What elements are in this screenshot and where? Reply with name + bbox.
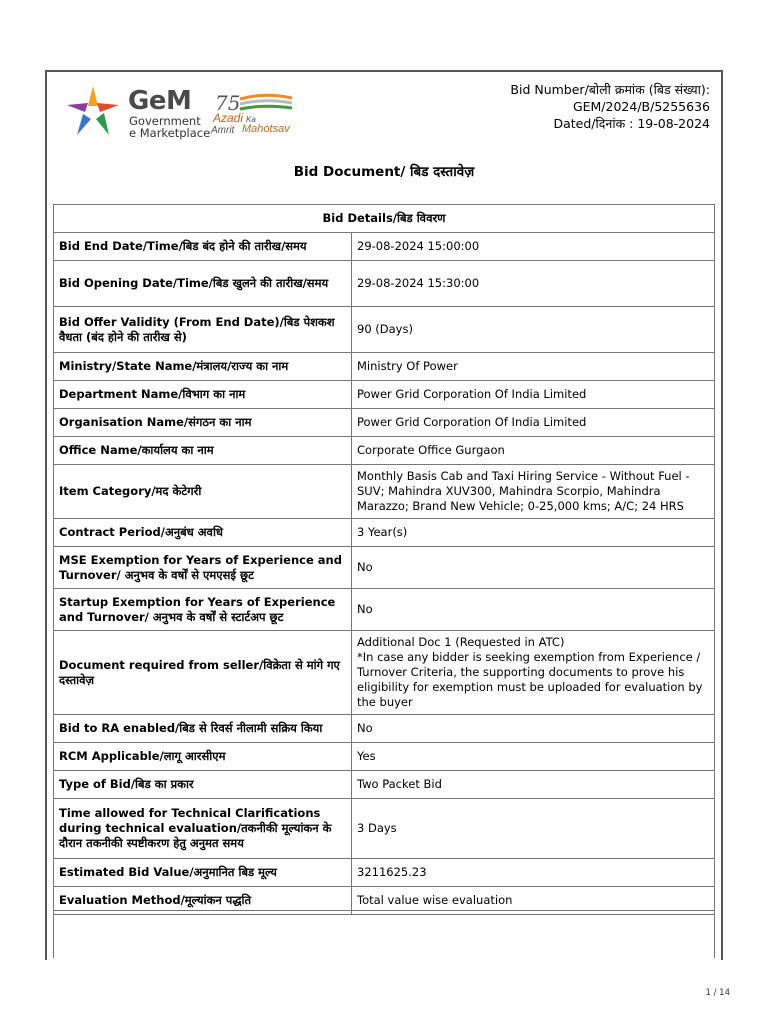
row-value: 29-08-2024 15:00:00	[352, 233, 715, 261]
row-value: 29-08-2024 15:30:00	[352, 261, 715, 307]
table-row	[54, 859, 715, 887]
row-label: Startup Exemption for Years of Experience and Turnover/ अनुभव के वर्षों से स्टार्टअप छूट	[54, 589, 352, 631]
bid-number: GEM/2024/B/5255636	[572, 99, 710, 114]
document-title: Bid Document/ बिड दस्तावेज़	[293, 164, 475, 180]
row-label: Organisation Name/संगठन का नाम	[54, 409, 352, 437]
row-label: Bid End Date/Time/बिड बंद होने की तारीख/समय	[54, 233, 352, 261]
row-value: 3211625.23	[352, 859, 715, 887]
row-value: Monthly Basis Cab and Taxi Hiring Service - Without Fuel - SUV; Mahindra XUV300, Mahindra Scorpio, Mahindra Marazzo; Brand New Vehicle; 0-25,000 kms; A/C; 24 HRS	[352, 465, 715, 519]
row-value: Power Grid Corporation Of India Limited	[352, 381, 715, 409]
row-label: Document required from seller/विक्रेता से मांगे गए दस्तावेज़	[54, 631, 352, 715]
row-value: Ministry Of Power	[352, 353, 715, 381]
table-row	[54, 437, 715, 465]
bid-details-table	[53, 204, 715, 915]
azadi-ka-amrit-mahotsav-logo	[210, 90, 300, 136]
svg-text:Azadi: Azadi	[213, 111, 244, 125]
table-row	[54, 307, 715, 353]
svg-text:Mahotsav: Mahotsav	[242, 123, 290, 135]
row-label: Item Category/मद केटेगरी	[54, 465, 352, 519]
row-value: Power Grid Corporation Of India Limited	[352, 409, 715, 437]
svg-text:75: 75	[215, 91, 241, 115]
row-value: Total value wise evaluation	[352, 887, 715, 915]
table-row	[54, 261, 715, 307]
row-value: No	[352, 547, 715, 589]
row-label: Office Name/कार्यालय का नाम	[54, 437, 352, 465]
bid-number-label: Bid Number/बोली क्रमांक (बिड संख्या):	[510, 82, 710, 97]
row-value: 90 (Days)	[352, 307, 715, 353]
page-number: 1 / 14	[705, 988, 730, 998]
table-row	[54, 715, 715, 743]
gem-logo-text: GeM	[128, 86, 192, 116]
row-value: Yes	[352, 743, 715, 771]
dated-value: 19-08-2024	[637, 116, 710, 131]
table-row	[54, 799, 715, 859]
azadi-emblem-icon	[210, 90, 300, 136]
row-label: Evaluation Method/मूल्यांकन पद्धति	[54, 887, 352, 915]
svg-text:Ka: Ka	[246, 115, 256, 124]
table-row	[54, 743, 715, 771]
table-row	[54, 465, 715, 519]
row-value: No	[352, 589, 715, 631]
row-value: 3 Days	[352, 799, 715, 859]
bid-meta	[510, 81, 710, 132]
row-label: Estimated Bid Value/अनुमानित बिड मूल्य	[54, 859, 352, 887]
row-label: RCM Applicable/लागू आरसीएम	[54, 743, 352, 771]
table-header-row	[54, 205, 715, 233]
row-value: 3 Year(s)	[352, 519, 715, 547]
row-label: Ministry/State Name/मंत्रालय/राज्य का नाम	[54, 353, 352, 381]
row-value: Two Packet Bid	[352, 771, 715, 799]
next-section-box	[53, 910, 715, 958]
table-row	[54, 381, 715, 409]
row-label: Type of Bid/बिड का प्रकार	[54, 771, 352, 799]
section-header: Bid Details/बिड विवरण	[54, 205, 715, 233]
row-label: Time allowed for Technical Clarifications during technical evaluation/तकनीकी मूल्यांकन के दौरान तकनीकी स्पष्टीकरण हेतु अनुमत समय	[54, 799, 352, 859]
table-row	[54, 631, 715, 715]
row-label: Bid Offer Validity (From End Date)/बिड पेशकश वैधता (बंद होने की तारीख से)	[54, 307, 352, 353]
row-label: MSE Exemption for Years of Experience and Turnover/ अनुभव के वर्षों से एमएसई छूट	[54, 547, 352, 589]
table-row	[54, 519, 715, 547]
table-row	[54, 233, 715, 261]
gem-logo-line1: Government	[129, 114, 201, 128]
row-value: Corporate Office Gurgaon	[352, 437, 715, 465]
dated-row	[510, 115, 710, 132]
row-value: No	[352, 715, 715, 743]
row-value: Additional Doc 1 (Requested in ATC) *In case any bidder is seeking exemption from Experience / Turnover Criteria, the supporting documents to prove his eligibility for exemption must be uploaded for evaluation by the buyer	[352, 631, 715, 715]
table-row	[54, 409, 715, 437]
row-label: Contract Period/अनुबंध अवधि	[54, 519, 352, 547]
svg-text:Amrit: Amrit	[211, 125, 235, 136]
table-row	[54, 353, 715, 381]
gem-logo-line2: e Marketplace	[129, 126, 211, 140]
table-row	[54, 771, 715, 799]
table-row	[54, 547, 715, 589]
row-label: Bid to RA enabled/बिड से रिवर्स नीलामी सक्रिय किया	[54, 715, 352, 743]
row-label: Bid Opening Date/Time/बिड खुलने की तारीख/समय	[54, 261, 352, 307]
dated-label: Dated/दिनांक :	[553, 116, 634, 131]
row-label: Department Name/विभाग का नाम	[54, 381, 352, 409]
table-row	[54, 589, 715, 631]
